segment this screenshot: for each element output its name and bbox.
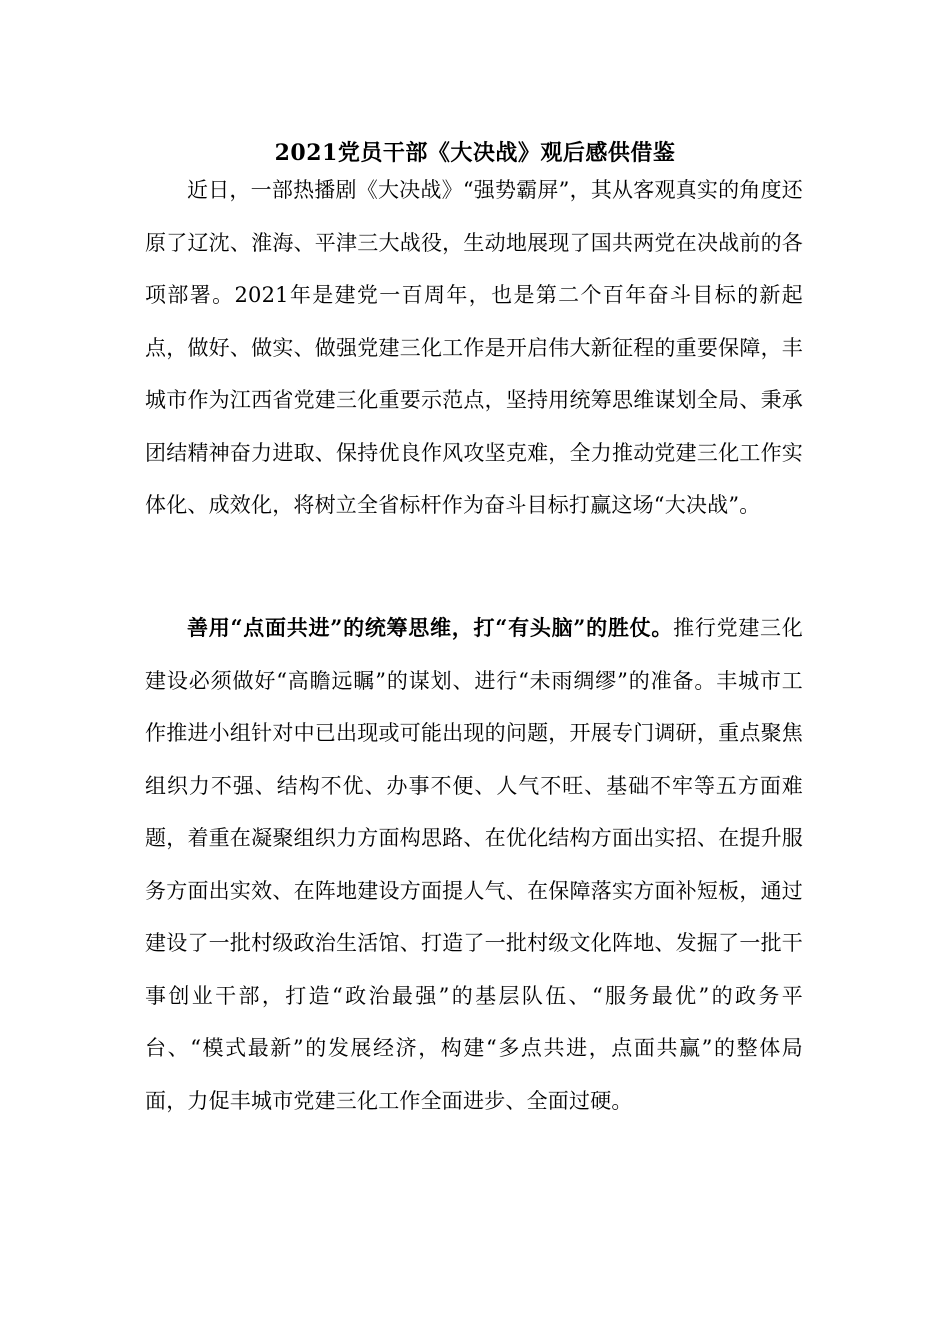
- paragraph-2-lead: 善用“点面共进”的统筹思维，打“有头脑”的胜仗。: [187, 615, 674, 640]
- document-title: 2021党员干部《大决战》观后感供借鉴: [274, 140, 676, 166]
- paragraph-1: [145, 164, 803, 532]
- paragraph-1-text: 近日，一部热播剧《大决战》“强势霸屏”，其从客观真实的角度还原了辽沈、淮海、平津三大战役，生动地展现了国共两党在决战前的各项部署。2021年是建党一百周年，也是第二个百年奋斗目标的新起点，做好、做实、做强党建三化工作是开启伟大新征程的重要保障，丰城市作为江西省党建三化重要示范点，坚持用统筹思维谋划全局、秉承团结精神奋力进取、保持优良作风攻坚克难，全力推动党建三化工作实体化、成效化，将树立全省标杆作为奋斗目标打赢这场“大决战”。: [145, 178, 803, 517]
- paragraph-2: [145, 602, 803, 1127]
- paragraph-2-text: 推行党建三化建设必须做好“高瞻远瞩”的谋划、进行“未雨绸缪”的准备。丰城市工作推进小组针对中已出现或可能出现的问题，开展专门调研，重点聚焦组织力不强、结构不优、办事不便、人气不旺、基础不牢等五方面难题，着重在凝聚组织力方面构思路、在优化结构方面出实招、在提升服务方面出实效、在阵地建设方面提人气、在保障落实方面补短板，通过建设了一批村级政治生活馆、打造了一批村级文化阵地、发掘了一批干事创业干部，打造“政治最强”的基层队伍、“服务最优”的政务平台、“模式最新”的发展经济，构建“多点共进，点面共赢”的整体局面，力促丰城市党建三化工作全面进步、全面过硬。: [145, 616, 803, 1113]
